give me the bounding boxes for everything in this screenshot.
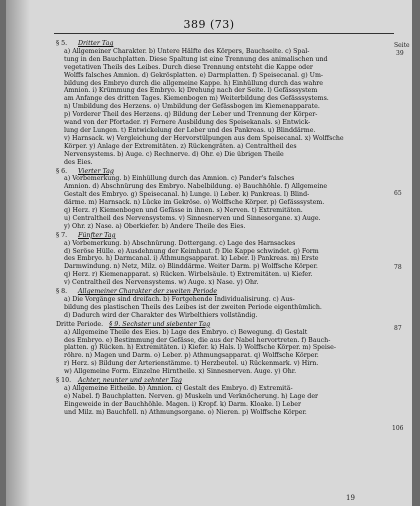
section-text-line: v) Harnsack. w) Vergleichung der Hervorstülpungen aus dem Speisecanal. x) Wolffsche: [64, 134, 344, 142]
section-title: Vierter Tag: [78, 167, 114, 175]
section-number: § 5.: [56, 40, 68, 47]
section-text-line: a) Allgemeine Theile des Eies. b) Lage des Embryo. c) Bewegung. d) Gestalt: [64, 328, 308, 336]
section-text-line: Amnion. i) Krümmung des Embryo. k) Drehung nach der Seite. l) Gefässsystem: [64, 87, 318, 95]
header-rule: [54, 33, 394, 34]
section-text-line: wand von der Pfortader. r) Fernere Ausbildung des Speisekanals. s) Entwick-: [64, 119, 311, 127]
section-text-line: Darmwindung. n) Netz, Milz. o) Blinddärme. Weiter Darm. p) Wolffsche Körper.: [64, 263, 318, 271]
section-text-line: des Embryo. h) Darmcanal. i) Athmungsapparat. k) Leber. l) Pankreas. m) Erste: [64, 255, 319, 263]
section-heading: [56, 40, 402, 48]
section-text-line: d) Seröse Hülle. e) Ausdehnung der Keimhaut. f) Die Kappe schwindet. g) Form: [64, 247, 319, 255]
footer-number: 19: [346, 494, 355, 502]
section-text-line: e) Nabel. f) Bauchplatten. Nerven. g) Muskeln und Verknöcherung. h) Lage der: [64, 392, 319, 400]
section-number: § 6.: [56, 167, 68, 175]
section-title: Dritter Tag: [78, 40, 114, 47]
section-text-line: Körper. y) Anlage der Extremitäten. z) Rückengräten. a) Centraltheil des: [64, 142, 297, 150]
section-heading: [56, 377, 402, 385]
section-text-line: lung der Lungen. t) Entwickelung der Leber und des Pankreas. u) Blinddärme.: [64, 126, 316, 134]
section-text-line: p) Vorderer Theil des Herzens. q) Bildung der Leber und Trennung der Körper-: [64, 111, 318, 119]
section-text-line: platten. g) Rücken. h) Extremitäten. i) Kiefer. k) Hals. l) Wolffsche Körper. m) Speise-: [64, 344, 336, 352]
section-text-line: q) Herz. r) Kiemenbogen und Gefässe in ihnen. s) Nerven. t) Extremitäten.: [64, 207, 303, 215]
side-note: 87: [394, 325, 402, 332]
binding-shadow: [6, 0, 30, 506]
section-number: Dritte Periode.: [56, 320, 104, 328]
toc-section: [56, 40, 402, 167]
toc-section: [56, 288, 402, 320]
section-number: § 10.: [56, 377, 72, 385]
toc-section: [56, 232, 402, 287]
page-number: 389 (73): [183, 18, 235, 31]
section-text-line: Eingeweide in der Bauchhöhle. Magen. i) Kropf. k) Darm. Kloake. l) Leber: [64, 400, 301, 408]
section-text-line: am Anfange des dritten Tages. Kiemenbogen m) Weiterbildung des Gefässsystems.: [64, 95, 329, 103]
section-text-line: bildung des Embryo durch die allgemeine Kappe. h) Einhüllung durch das wahre: [64, 79, 324, 87]
section-text-line: därme. m) Harnsack. n) Lücke im Gekröse. o) Wolffsche Körper. p) Gefässsystem.: [64, 199, 325, 207]
toc-section: [56, 321, 402, 376]
section-text-line: Nervensystems. b) Auge. c) Rechnerve. d) Ohr. e) Die übrigen Theile: [64, 150, 284, 158]
toc-section: [56, 168, 402, 231]
section-text-line: u) Centraltheil des Nervensystems. v) Sinnesnerven und Sinnesorgane. x) Auge.: [64, 214, 321, 222]
section-text-line: v) Centraltheil des Nervensystems. w) Auge. x) Nase. y) Ohr.: [64, 279, 259, 287]
section-text-line: w) Allgemeine Form. Einzelne Hirntheile. x) Sinnesnerven. Auge. y) Ohr.: [64, 368, 297, 376]
section-title: Allgemeiner Charakter der zweiten Periode: [78, 288, 218, 296]
side-note: 106: [392, 425, 404, 432]
section-text-line: des Eies.: [64, 158, 93, 166]
section-text-line: q) Herz. r) Kiemenapparat. s) Rücken. Wirbelsäule. t) Extremitäten. u) Kiefer.: [64, 271, 313, 279]
section-title: § 9. Sechster und siebenter Tag: [109, 320, 211, 328]
section-text-line: a) Vorbemerkung. b) Einhüllung durch das Amnion. c) Pander's falsches: [64, 175, 295, 183]
section-text-line: Wolffs falsches Amnion. d) Gekrösplatten. e) Darmplatten. f) Speisecanal. g) Um-: [64, 71, 324, 79]
side-note: Seite: [394, 42, 410, 49]
section-text-line: tung in den Bauchplatten. Diese Spaltung ist eine Trennung des animalischen und: [64, 55, 328, 63]
document-page: [6, 0, 412, 506]
section-text-line: vegetativen Theils des Leibes. Durch diese Trennung entsteht die Kappe oder: [64, 63, 313, 71]
section-text-line: Amnion. d) Abschnürung des Embryo. Nabelbildung. e) Bauchhöhle. f) Allgemeine: [64, 183, 328, 191]
section-number: § 8.: [56, 288, 68, 296]
section-title: Fünfter Tag: [78, 231, 116, 239]
side-note: 78: [394, 264, 402, 271]
section-heading: [56, 288, 402, 296]
side-note: 65: [394, 190, 402, 197]
section-text-line: a) Vorbemerkung. b) Abschnürung. Dottergang. c) Lage des Harnsackes: [64, 239, 296, 247]
section-heading: [56, 232, 402, 240]
table-of-contents: [56, 40, 402, 418]
section-heading: [56, 168, 402, 176]
section-text-line: röhre. n) Magen und Darm. o) Leber. p) Athmungsapparat. q) Wolffsche Körper.: [64, 352, 319, 360]
section-text-line: a) Allgemeiner Charakter. b) Untere Hälfte des Körpers, Bauchseite. c) Spal-: [64, 47, 310, 55]
section-text-line: d) Dadurch wird der Charakter des Wirbelthiers vollständig.: [64, 311, 258, 319]
section-title: Achter, neunter und zehnter Tag: [78, 377, 182, 385]
section-text-line: bildung des plastischen Theils des Leibes ist der zweiten Periode eigenthümlich.: [64, 303, 322, 311]
section-text-line: y) Ohr. z) Nase. a) Oberkiefer. b) Andere Theile des Eies.: [64, 222, 246, 230]
section-number: § 7.: [56, 231, 68, 239]
section-text-line: Gestalt des Embryo. g) Speisecanal. h) Lunge. i) Leber. k) Pankreas. l) Blind-: [64, 191, 310, 199]
toc-section: [56, 377, 402, 417]
section-heading: [56, 321, 402, 329]
section-text-line: und Milz. m) Bauchfell. n) Athmungsorgane. o) Nieren. p) Wolffsche Körper.: [64, 408, 307, 416]
section-text-line: des Embryo. e) Bestimmung der Gefässe, die aus der Nabel hervortreten. f) Bauch-: [64, 336, 331, 344]
side-note: 39: [396, 50, 404, 57]
section-text-line: n) Umbildung des Herzens. o) Umbildung der Gefässbogen im Kiemenapparate.: [64, 103, 320, 111]
section-text-line: a) Die Vorgänge sind dreifach. b) Fortgehende Individualisirung. c) Aus-: [64, 296, 295, 303]
section-text-line: a) Allgemeine Eitheile. b) Amnion. c) Gestalt des Embryo. d) Extremitä-: [64, 384, 293, 392]
section-text-line: r) Herz. s) Bildung der Arterienstämme. t) Herzbeutel. u) Rückenmark. v) Hirn.: [64, 360, 319, 368]
